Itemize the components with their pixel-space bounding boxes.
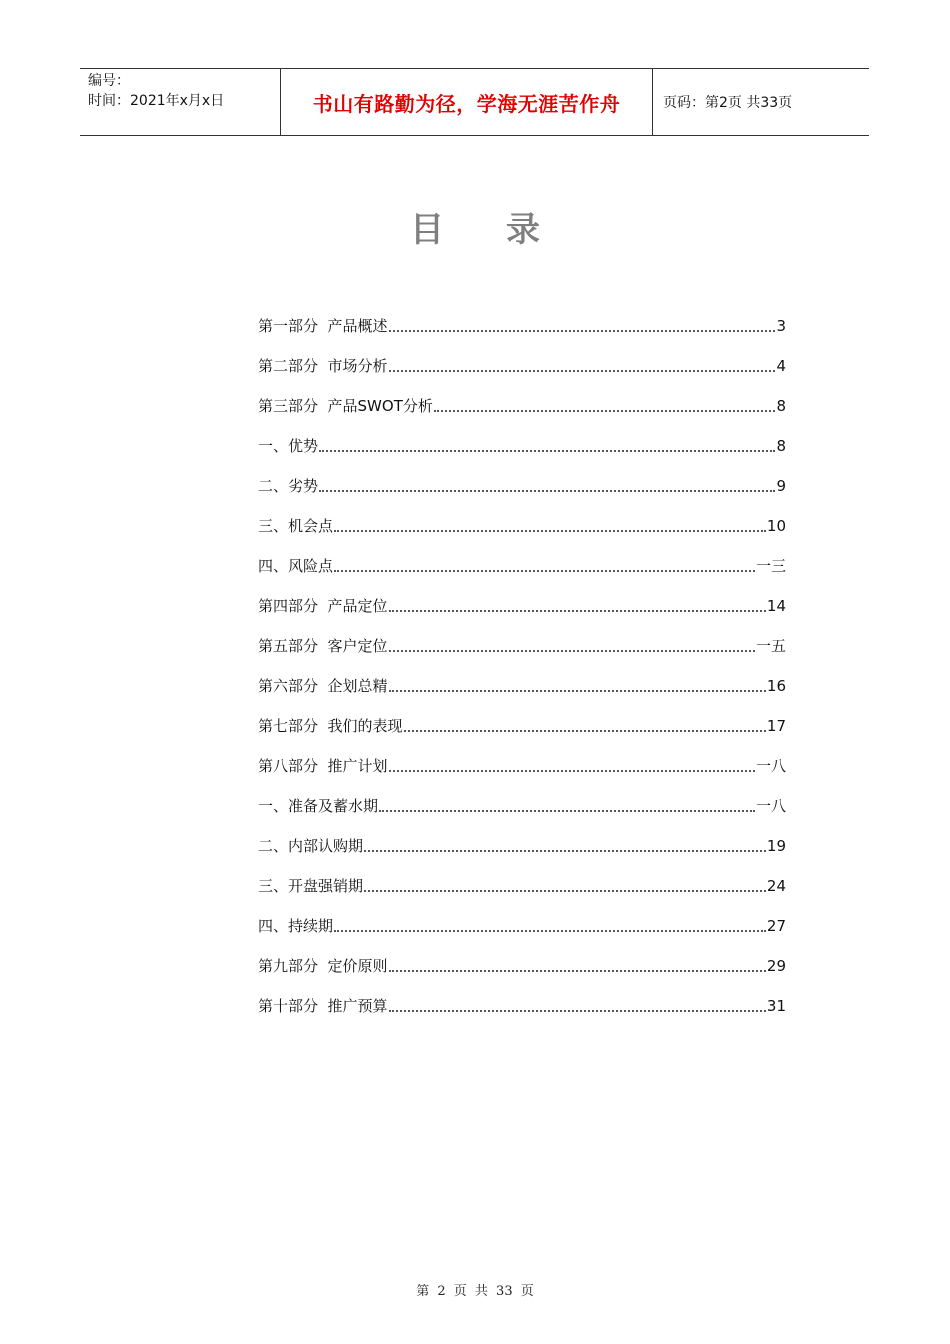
toc-entry-label: 第十部分 推广预算 [258,997,388,1015]
toc-entry[interactable] [258,536,786,576]
page-header [80,68,869,136]
toc-entry-label: 四、持续期 [258,917,334,935]
toc-entry[interactable] [258,456,786,496]
toc-entry-label: 第五部分 客户定位 [258,637,388,655]
toc-entry-page: 一八 [755,797,786,815]
toc-dot-leader [319,490,775,492]
toc-dot-leader [389,690,766,692]
toc-entry-label: 第二部分 市场分析 [258,357,388,375]
toc-dot-leader [389,330,776,332]
header-motto: 书山有路勤为径，学海无涯苦作舟 [281,69,653,135]
toc-entry-label: 二、内部认购期 [258,837,364,855]
toc-entry[interactable] [258,296,786,336]
toc-entry-page: 29 [766,957,786,975]
toc-entry-label: 第三部分 产品SWOT分析 [258,397,433,415]
toc-dot-leader [389,370,776,372]
toc-entry-page: 10 [766,517,786,535]
toc-entry[interactable] [258,776,786,816]
toc-entry-label: 三、开盘强销期 [258,877,364,895]
table-of-contents [258,296,786,1016]
document-number-label: 编号： [88,73,130,89]
toc-entry[interactable] [258,616,786,656]
toc-dot-leader [389,650,755,652]
toc-entry-page: 19 [766,837,786,855]
toc-entry[interactable] [258,496,786,536]
toc-dot-leader [379,810,755,812]
toc-entry-page: 一三 [755,557,786,575]
toc-entry-page: 3 [776,317,786,335]
toc-entry-page: 8 [776,397,786,415]
toc-entry[interactable] [258,696,786,736]
toc-entry[interactable] [258,896,786,936]
toc-entry[interactable] [258,656,786,696]
page-title: 目录 [410,210,602,250]
toc-dot-leader [364,850,766,852]
toc-entry-page: 14 [766,597,786,615]
toc-entry[interactable] [258,856,786,896]
toc-entry-label: 四、风险点 [258,557,334,575]
toc-entry-page: 24 [766,877,786,895]
toc-entry-page: 4 [776,357,786,375]
toc-entry-label: 第六部分 企划总精 [258,677,388,695]
toc-entry[interactable] [258,336,786,376]
toc-entry-page: 8 [776,437,786,455]
toc-entry-label: 第七部分 我们的表现 [258,717,403,735]
toc-entry[interactable] [258,936,786,976]
document-time-label: 时间：2021年x月x日 [88,93,225,109]
toc-entry-page: 17 [766,717,786,735]
toc-entry-page: 9 [776,477,786,495]
toc-dot-leader [389,970,766,972]
toc-entry-label: 第八部分 推广计划 [258,757,388,775]
toc-entry[interactable] [258,376,786,416]
toc-dot-leader [334,930,766,932]
toc-dot-leader [389,770,755,772]
toc-entry-page: 27 [766,917,786,935]
toc-dot-leader [389,1010,766,1012]
toc-entry-page: 31 [766,997,786,1015]
toc-entry-page: 16 [766,677,786,695]
header-meta [80,69,281,135]
header-page-info: 页码：第2页 共33页 [663,95,793,111]
toc-entry-label: 一、准备及蓄水期 [258,797,379,815]
toc-entry[interactable] [258,736,786,776]
toc-dot-leader [334,570,755,572]
toc-entry-label: 一、优势 [258,437,319,455]
toc-entry-page: 一五 [755,637,786,655]
toc-entry-label: 第九部分 定价原则 [258,957,388,975]
toc-dot-leader [334,530,766,532]
toc-entry[interactable] [258,576,786,616]
toc-dot-leader [434,410,776,412]
toc-entry-label: 第四部分 产品定位 [258,597,388,615]
toc-entry-page: 一八 [755,757,786,775]
toc-entry-label: 三、机会点 [258,517,334,535]
toc-dot-leader [319,450,775,452]
toc-dot-leader [404,730,766,732]
toc-dot-leader [364,890,766,892]
page-footer: 第 2 页 共 33 页 [416,1284,534,1299]
toc-dot-leader [389,610,766,612]
toc-entry[interactable] [258,976,786,1016]
toc-entry-label: 第一部分 产品概述 [258,317,388,335]
toc-entry-label: 二、劣势 [258,477,319,495]
toc-entry[interactable] [258,816,786,856]
toc-entry[interactable] [258,416,786,456]
